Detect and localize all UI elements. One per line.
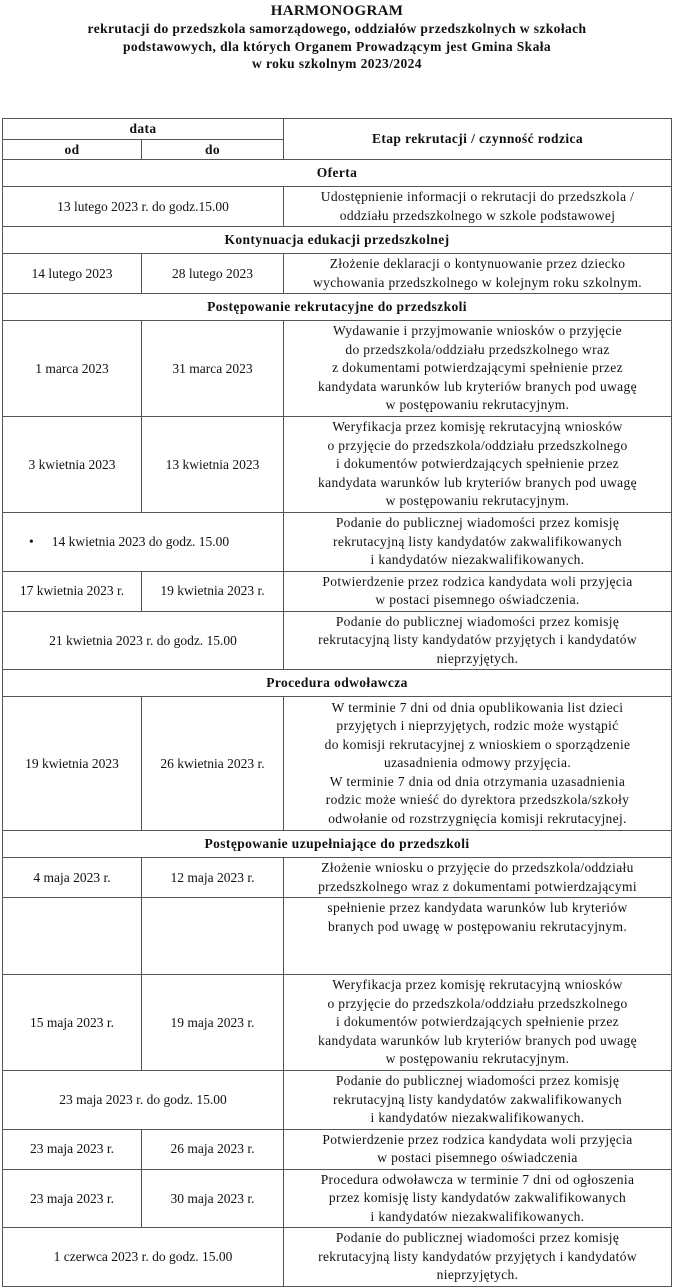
date-from-cell: 4 maja 2023 r.: [3, 858, 142, 898]
stage-line: i kandydatów niezakwalifikowanych.: [370, 1208, 585, 1224]
table-row: [3, 254, 672, 294]
stage-line: i kandydatów niezakwalifikowanych.: [370, 1110, 585, 1125]
stage-line: Udostępnienie informacji o rekrutacji do przedszkola /: [320, 189, 635, 204]
stage-line: przedszkolnego wraz z dokumentami potwierdzającymi: [318, 878, 637, 894]
column-header-do: do: [142, 139, 284, 160]
table-row: [3, 417, 672, 513]
stage-cell: [284, 975, 672, 1071]
stage-line: rekrutacyjną listy kandydatów zakwalifikowanych: [333, 1091, 622, 1107]
date-cell: [3, 513, 284, 572]
stage-line: o przyjęcie do przedszkola/oddziału przedszkolnego: [327, 995, 628, 1011]
stage-line: W terminie 7 dnia od dnia otrzymania uzasadnienia: [329, 773, 626, 789]
date-to-cell: 26 kwietnia 2023 r.: [142, 697, 284, 831]
section-oferta: Oferta: [3, 160, 672, 187]
table-row: [3, 1169, 672, 1228]
date-from-cell: 19 kwietnia 2023: [3, 697, 142, 831]
schedule-table: [2, 118, 672, 1287]
table-row: [3, 858, 672, 898]
stage-cell: [284, 611, 672, 670]
column-header-stage: Etap rekrutacji / czynność rodzica: [284, 119, 672, 160]
date-from-cell: 23 maja 2023 r.: [3, 1129, 142, 1169]
stage-line: w postaci pisemnego oświadczenia.: [375, 592, 580, 607]
stage-line: Podanie do publicznej wiadomości przez komisję: [335, 1073, 620, 1088]
date-from-cell: 3 kwietnia 2023: [3, 417, 142, 513]
stage-line: Podanie do publicznej wiadomości przez komisję: [335, 515, 620, 530]
stage-cell: [284, 898, 672, 975]
column-header-data: data: [3, 119, 284, 140]
stage-line: kandydata warunków lub kryteriów branych pod uwagę: [318, 1032, 637, 1048]
stage-line: Złożenie deklaracji o kontynuowanie przez dziecko: [329, 256, 626, 271]
stage-line: Potwierdzenie przez rodzica kandydata woli przyjęcia: [322, 1131, 633, 1147]
date-cell: 21 kwietnia 2023 r. do godz. 15.00: [3, 611, 284, 670]
section-uzupelniajace: Postępowanie uzupełniające do przedszkoli: [3, 831, 672, 858]
stage-line: i kandydatów niezakwalifikowanych.: [370, 552, 585, 567]
table-row: [3, 571, 672, 611]
stage-line: w postępowaniu rekrutacyjnym.: [385, 397, 570, 413]
date-from-cell: 14 lutego 2023: [3, 254, 142, 294]
date-from-cell: 15 maja 2023 r.: [3, 975, 142, 1071]
table-row: [3, 697, 672, 831]
stage-line: Podanie do publicznej wiadomości przez komisję: [335, 1230, 620, 1245]
stage-cell: [284, 187, 672, 227]
stage-line: Weryfikacja przez komisję rekrutacyjną wniosków: [332, 977, 623, 993]
stage-line: i dokumentów potwierdzających spełnienie przez: [336, 456, 620, 472]
date-to-cell: 26 maja 2023 r.: [142, 1129, 284, 1169]
date-to-cell: 12 maja 2023 r.: [142, 858, 284, 898]
date-cell: 13 lutego 2023 r. do godz.15.00: [3, 187, 284, 227]
table-row: [3, 1071, 672, 1130]
stage-line: o przyjęcie do przedszkola/oddziału przedszkolnego: [327, 437, 628, 453]
stage-line: W terminie 7 dni od dnia opublikowania list dzieci: [331, 699, 624, 715]
date-to-cell: 19 kwietnia 2023 r.: [142, 571, 284, 611]
date-from-cell: 23 maja 2023 r.: [3, 1169, 142, 1228]
stage-line: Procedura odwoławcza w terminie 7 dni od ogłoszenia: [320, 1171, 635, 1187]
stage-line: rodzic może wnieść do dyrektora przedszkola/szkoły: [325, 792, 630, 808]
document-subtitle-line-3: w roku szkolnym 2023/2024: [252, 56, 422, 71]
stage-cell: [284, 697, 672, 831]
column-header-od: od: [3, 139, 142, 160]
document-subtitle-line-1: rekrutacji do przedszkola samorządowego, oddziałów przedszkolnych w szkołach: [87, 21, 587, 36]
date-cell: 1 czerwca 2023 r. do godz. 15.00: [3, 1228, 284, 1287]
stage-line: Weryfikacja przez komisję rekrutacyjną wniosków: [332, 419, 623, 435]
table-row: [3, 611, 672, 670]
stage-line: Podanie do publicznej wiadomości przez komisję: [335, 613, 620, 629]
stage-line: w postępowaniu rekrutacyjnym.: [385, 1051, 570, 1067]
stage-line: przez komisję listy kandydatów zakwalifikowanych: [328, 1190, 627, 1205]
date-to-cell: 31 marca 2023: [142, 321, 284, 417]
stage-line: z dokumentami potwierdzającymi spełnienie przez: [332, 360, 623, 376]
section-odwolawcza: Procedura odwoławcza: [3, 670, 672, 697]
stage-line: wychowania przedszkolnego w kolejnym roku szkolnym.: [313, 274, 643, 290]
stage-line: nieprzyjętych.: [436, 650, 519, 666]
table-row: [3, 321, 672, 417]
stage-line: odwołanie od rozstrzygnięcia komisji rekrutacyjnej.: [328, 810, 627, 826]
stage-line: przyjętych i nieprzyjętych, rodzic może wystąpić: [336, 718, 619, 734]
document-title: HARMONOGRAM: [270, 3, 404, 19]
stage-line: oddziału przedszkolnego w szkole podstawowej: [339, 207, 616, 223]
table-row: [3, 513, 672, 572]
stage-cell: [284, 321, 672, 417]
table-row: [3, 975, 672, 1071]
bullet-icon: •: [29, 534, 34, 549]
stage-line: branych pod uwagę w postępowaniu rekrutacyjnym.: [327, 918, 628, 934]
stage-line: w postępowaniu rekrutacyjnym.: [385, 493, 570, 509]
stage-line: rekrutacyjną listy kandydatów przyjętych i kandydatów: [318, 1248, 637, 1264]
table-row: [3, 187, 672, 227]
table-row: [3, 1129, 672, 1169]
stage-line: kandydata warunków lub kryteriów branych pod uwagę: [318, 378, 637, 394]
stage-cell: [284, 571, 672, 611]
stage-line: rekrutacyjną listy kandydatów przyjętych i kandydatów: [318, 632, 637, 647]
empty-cell: [142, 898, 284, 975]
table-row: [3, 898, 672, 975]
section-rekrutacja: Postępowanie rekrutacyjne do przedszkoli: [3, 294, 672, 321]
section-kontynuacja: Kontynuacja edukacji przedszkolnej: [3, 227, 672, 254]
date-to-cell: 30 maja 2023 r.: [142, 1169, 284, 1228]
document-subtitle-line-2: podstawowych, dla których Organem Prowadzącym jest Gmina Skała: [122, 38, 552, 54]
stage-line: spełnienie przez kandydata warunków lub kryteriów: [327, 900, 628, 915]
stage-line: kandydata warunków lub kryteriów branych pod uwagę: [318, 474, 637, 490]
table-row: [3, 1228, 672, 1287]
stage-line: Potwierdzenie przez rodzica kandydata woli przyjęcia: [322, 573, 633, 589]
stage-line: i dokumentów potwierdzających spełnienie przez: [336, 1014, 620, 1030]
stage-cell: [284, 1228, 672, 1287]
stage-line: rekrutacyjną listy kandydatów zakwalifikowanych: [333, 533, 622, 549]
empty-cell: [3, 898, 142, 975]
stage-cell: [284, 254, 672, 294]
date-from-cell: 1 marca 2023: [3, 321, 142, 417]
stage-cell: [284, 1129, 672, 1169]
stage-line: Złożenie wniosku o przyjęcie do przedszkola/oddziału: [321, 860, 634, 875]
stage-cell: [284, 417, 672, 513]
stage-cell: [284, 513, 672, 572]
stage-cell: [284, 1169, 672, 1228]
stage-line: Wydawanie i przyjmowanie wniosków o przyjęcie: [333, 323, 622, 339]
stage-line: nieprzyjętych.: [436, 1267, 519, 1282]
date-to-cell: 13 kwietnia 2023: [142, 417, 284, 513]
stage-line: w postaci pisemnego oświadczenia: [377, 1150, 578, 1165]
date-to-cell: 28 lutego 2023: [142, 254, 284, 294]
stage-line: uzasadnienia odmowy przyjęcia.: [383, 755, 572, 771]
date-text: 14 kwietnia 2023 do godz. 15.00: [51, 534, 230, 549]
stage-line: do komisji rekrutacyjnej z wnioskiem o sporządzenie: [324, 736, 631, 752]
stage-line: do przedszkola/oddziału przedszkolnego wraz: [345, 341, 610, 357]
date-cell: 23 maja 2023 r. do godz. 15.00: [3, 1071, 284, 1130]
date-to-cell: 19 maja 2023 r.: [142, 975, 284, 1071]
document-header: [0, 2, 674, 73]
stage-cell: [284, 1071, 672, 1130]
date-from-cell: 17 kwietnia 2023 r.: [3, 571, 142, 611]
stage-cell: [284, 858, 672, 898]
